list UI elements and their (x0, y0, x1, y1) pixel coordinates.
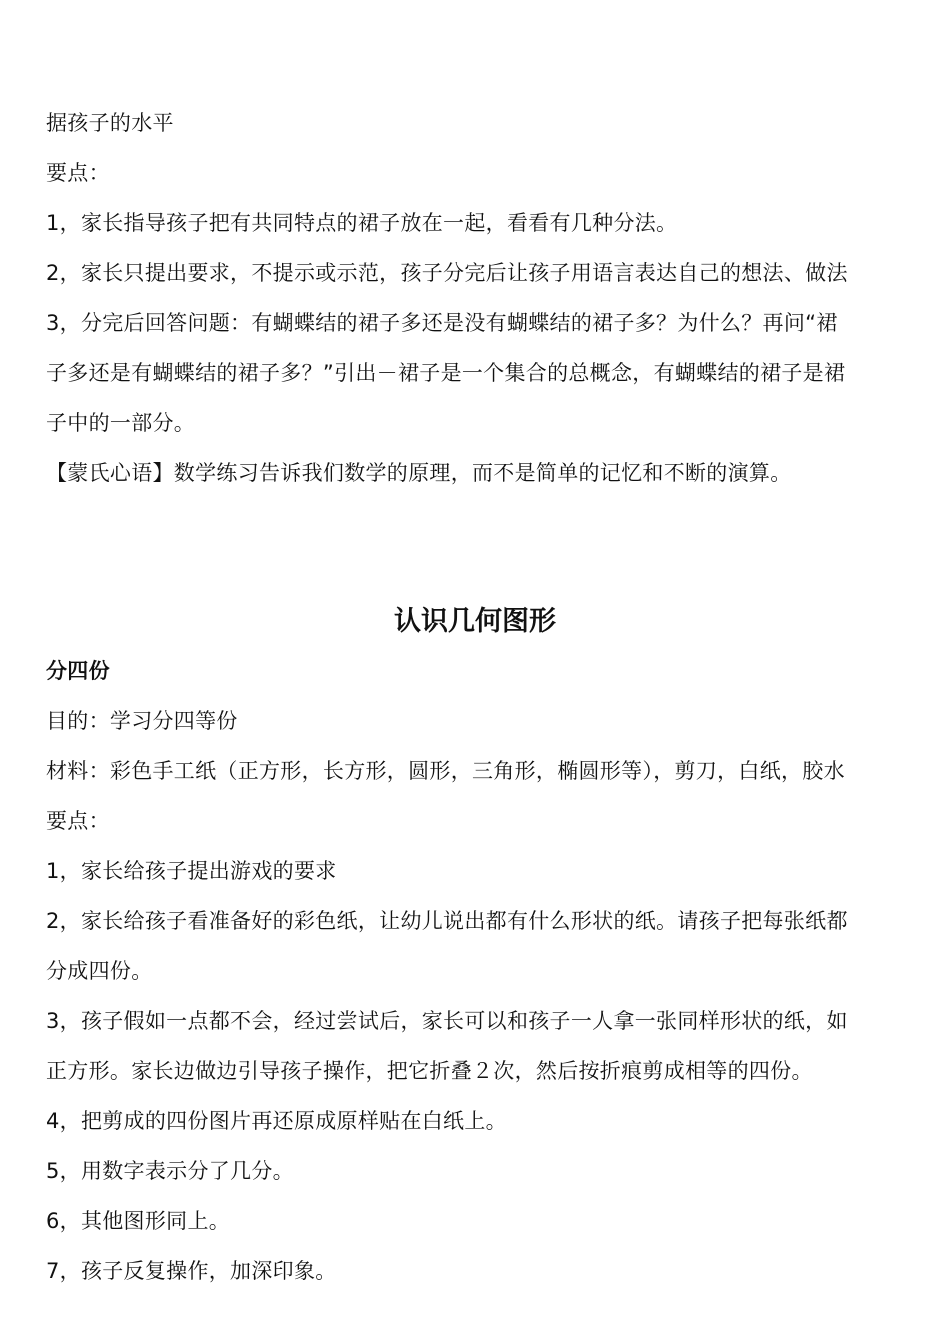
paragraph-line: 6，其他图形同上。 (46, 1209, 231, 1233)
paragraph-line: 4，把剪成的四份图片再还原成原样贴在白纸上。 (46, 1109, 507, 1133)
purpose-line: 目的：学习分四等份 (46, 709, 238, 733)
paragraph-line: 分成四份。 (46, 959, 153, 983)
paragraph-line: 子多还是有蝴蝶结的裙子多？”引出－裙子是一个集合的总概念，有蝴蝶结的裙子是裙 (46, 361, 846, 385)
paragraph-line: 正方形。家长边做边引导孩子操作，把它折叠２次，然后按折痕剪成相等的四份。 (46, 1059, 813, 1083)
subheading: 分四份 (46, 659, 110, 683)
paragraph-line: 3，分完后回答问题：有蝴蝶结的裙子多还是没有蝴蝶结的裙子多？为什么？再问“裙 (46, 311, 838, 335)
paragraph-line: 1，家长指导孩子把有共同特点的裙子放在一起，看看有几种分法。 (46, 211, 678, 235)
key-points-label: 要点： (46, 161, 110, 185)
key-points-label: 要点： (46, 809, 110, 833)
paragraph-line: 2，家长给孩子看准备好的彩色纸，让幼儿说出都有什么形状的纸。请孩子把每张纸都 (46, 909, 848, 933)
paragraph-line: 3，孩子假如一点都不会，经过尝试后，家长可以和孩子一人拿一张同样形状的纸，如 (46, 1009, 848, 1033)
paragraph-line: 1，家长给孩子提出游戏的要求 (46, 859, 337, 883)
paragraph-line: 5，用数字表示分了几分。 (46, 1159, 294, 1183)
materials-line: 材料：彩色手工纸（正方形，长方形，圆形，三角形，椭圆形等），剪刀，白纸，胶水 (46, 759, 845, 783)
paragraph-line: 2，家长只提出要求，不提示或示范，孩子分完后让孩子用语言表达自己的想法、做法 (46, 261, 848, 285)
paragraph-line: 子中的一部分。 (46, 411, 196, 435)
montessori-quote: 【蒙氏心语】数学练习告诉我们数学的原理，而不是简单的记忆和不断的演算。 (46, 461, 792, 485)
section-title: 认识几何图形 (394, 606, 556, 637)
paragraph-line: 7，孩子反复操作，加深印象。 (46, 1259, 337, 1283)
paragraph-line: 据孩子的水平 (46, 111, 174, 135)
